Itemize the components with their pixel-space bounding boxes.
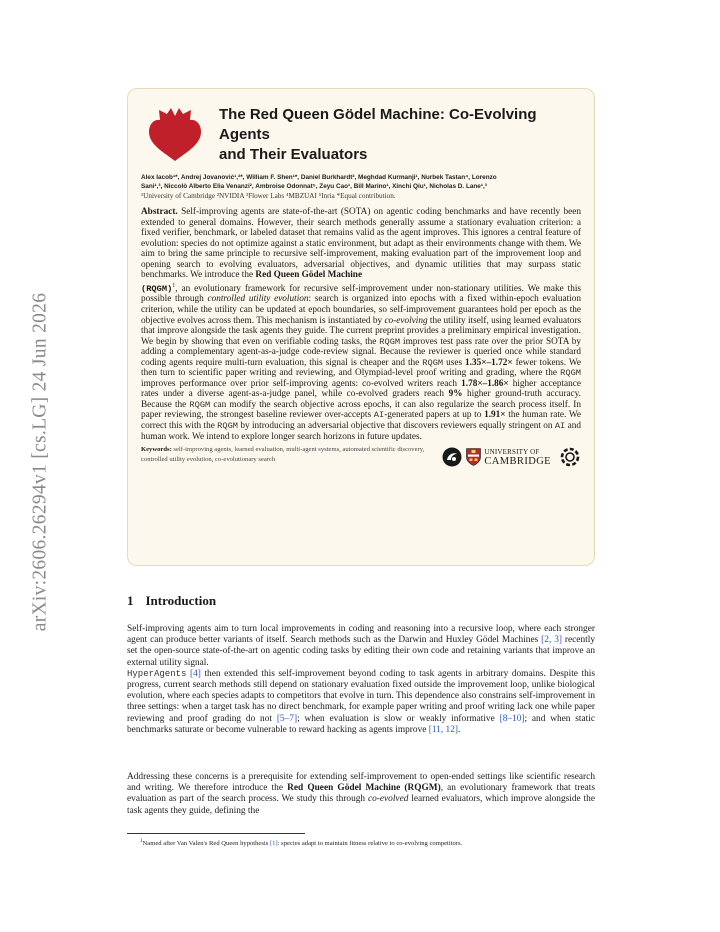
rqgm-mono: RQGM: [422, 357, 444, 368]
text-run: then extended this self-improvement beyond coding to task agents in arbitrary domains. Despite this progress, current search methods still depend on stationary evaluation fixed outside the improvement loop, unlike biological evolution, where each species adapts to competitors that evolve in turn. This dependence also constrains self-improvement in three settings: when a target task has no direct benchmark, for example paper writing and proof writing lack one while paper reviewing and proof grading do not: [127, 668, 595, 724]
abstract-part: : search is organized into epochs with a fixed within-epoch evaluation criterion, while the utility can be updated at epoch boundaries, so self-improvement guarantees hold per epoch as the objective evolves across them. This mechanism is instantiated by: [141, 294, 581, 326]
paper-title-line-2: and Their Evaluators: [219, 146, 368, 163]
cue-term: controlled utility evolution: [207, 294, 309, 305]
intro-paragraph-2: [127, 772, 595, 817]
keywords-row: [141, 445, 581, 468]
footnote-number: 1: [140, 839, 143, 844]
keywords: [141, 445, 430, 465]
abstract-part: higher ground-truth accuracy. Because the: [141, 389, 581, 410]
co-evolving-term: co-evolving: [384, 315, 428, 326]
abstract-part: higher acceptance rates under a diverse agent-as-a-judge panel, while co-evolved graders reach: [141, 378, 581, 400]
author-line-2: Sani¹,³, Niccolò Alberto Elia Venanzi², Ambroise Odonnat⁵, Zeyu Cao¹, Bill Marino¹, Xinchi Qiu¹, Nicholas D. Lane¹,³: [141, 183, 487, 191]
affiliations: ¹University of Cambridge ²NVIDIA ³Flower Labs ⁴MBZUAI ⁵Inria *Equal contribution.: [141, 192, 396, 201]
abstract-part: can modify the search objective across epochs, it can also regularize the search process itself. In paper reviewing, the strongest baseline reviewer over-accepts: [141, 399, 581, 421]
cambridge-line-2: CAMBRIDGE: [484, 455, 551, 467]
citation-link[interactable]: [11, 12]: [428, 724, 458, 735]
rqgm-bold-name: Red Queen Gödel Machine (RQGM): [287, 783, 441, 794]
abstract-part: , an evolutionary framework for recursive self-improvement under non-stationary utilities. We make this possible through: [141, 283, 581, 305]
abstract-part: the utility itself, using learned evaluators that improve alongside the task agents they guide. The current preprint provides a preliminary empirical investigation. We begin by showing that even on verifiable coding tasks, the: [141, 315, 582, 347]
citation-link[interactable]: [5–7]: [276, 713, 298, 724]
abstract-part: and human work. We intend to explore longer search horizons in future updates.: [141, 421, 581, 442]
text-run: ; and when static benchmarks saturate or become vulnerable to reward hacking as agents improve: [127, 713, 595, 735]
abstract-part: the human rate. We correct this with the: [141, 410, 581, 432]
intro-paragraph-1: [127, 624, 595, 736]
text-run: Self-improving agents aim to turn local improvements in coding and reasoning into a recursive loop, where each stronger agent can produce better variants of itself. Search methods such as the Darwin and Huxley Gödel Machines: [127, 624, 595, 646]
rqgm-name: Red Queen Gödel Machine: [255, 270, 363, 281]
citation-link[interactable]: [1]: [269, 840, 278, 848]
title-row: [141, 101, 581, 165]
rqgm-abbr: (RQGM): [141, 283, 173, 294]
footnote-mark[interactable]: 1: [172, 282, 176, 289]
abstract-part: fewer tokens. We then turn to scientific paper writing and reviewing, and Olympiad-level proof writing and grading, where the: [141, 357, 582, 379]
ai-mono: AI: [373, 410, 385, 421]
keywords-label: Keywords:: [141, 446, 172, 454]
abstract-part: -generated papers at up to: [384, 410, 485, 421]
text-run: learned evaluators, which improve alongside the task agents they guide, defining the: [127, 794, 595, 816]
paper-title: [219, 105, 581, 165]
ai-mono: AI: [554, 421, 566, 432]
section-title: Introduction: [145, 593, 217, 608]
token-savings: 1.35×–1.72×: [465, 357, 513, 368]
flower-labs-gear-icon: [559, 446, 581, 468]
hyperagents-mono: HyperAgents: [127, 668, 187, 679]
footnote-rule: [127, 833, 305, 834]
cambridge-wordmark: [484, 448, 551, 467]
co-evolved-term: co-evolved: [367, 794, 409, 805]
text-run: , an evolutionary framework that treats evaluation as part of the search process. We study this through: [127, 783, 595, 805]
arxiv-side-stamp: [20, 262, 60, 662]
citation-link[interactable]: [4]: [189, 668, 201, 679]
abstract-text: [141, 207, 581, 442]
text-run: .: [458, 724, 461, 735]
paper-title-line-1: The Red Queen Gödel Machine: Co-Evolving Agents: [219, 106, 537, 143]
text-run: ; when evaluation is slow or weakly informative: [297, 713, 500, 724]
red-queen-crown-heart-icon: [147, 107, 203, 163]
affiliation-logos: [442, 446, 581, 468]
rqgm-mono: RQGM: [217, 421, 239, 432]
footnote: [140, 837, 462, 848]
abstract-label: Abstract.: [141, 207, 178, 217]
citation-link[interactable]: [8–10]: [499, 713, 525, 724]
section-heading-introduction: [127, 593, 216, 609]
abstract-box: [127, 88, 595, 566]
abstract-part: by introducing an adversarial objective that discovers reviewers equally stringent on: [238, 421, 555, 432]
cambridge-line-1: UNIVERSITY OF: [484, 447, 540, 456]
abstract-part: Self-improving agents are state-of-the-art (SOTA) on agentic coding benchmarks and have recently been extended to general domains. However, their search methods generally assume a stationary evaluation criterion: a fixed verifier, benchmark, or labeled dataset that remains valid as the agent improves. This ignores a central feature of evolution: species do not optimize against a static environment, but adapt as their environments change with them. We aim to bring the same principle to recursive self-improvement, making evaluation part of the improvement loop and opening search to evolving evaluators, adversarial objectives, and dynamic utilities that may surpass static benchmarks. We introduce the: [141, 207, 581, 281]
arxiv-identifier: arXiv:2606.26294v1 [cs.LG] 24 Jun 2026: [29, 292, 50, 632]
grader-gain: 9%: [448, 389, 463, 400]
author-list: [141, 173, 581, 191]
abstract-part: uses: [443, 357, 466, 368]
text-run: recently set the open-source state-of-the-art on agentic coding tasks by editing their own code and retaining variants that improve an external utility signal.: [127, 635, 595, 668]
section-number: 1: [127, 593, 134, 608]
citation-link[interactable]: [2, 3]: [541, 635, 562, 646]
over-acceptance-rate: 1.91×: [484, 410, 506, 421]
rqgm-mono: RQGM: [189, 399, 211, 410]
text-run: Addressing these concerns is a prerequisite for extending self-improvement to open-ended settings like scientific research and writing. We therefore introduce the: [127, 772, 595, 794]
writer-gain: 1.78×–1.86×: [461, 378, 509, 389]
cambridge-crest-icon: [466, 448, 481, 466]
abstract-part: improves test pass rate over the prior SOTA by adding a complementary agent-as-a-judge code-review signal. Because the reviewer is queried once while standard coding agents require multi-turn evaluation, this signal is cheaper and the: [141, 336, 581, 368]
rqgm-mono: RQGM: [379, 336, 401, 347]
text-run: Named after Van Valen's Red Queen hypothesis: [142, 840, 270, 848]
keywords-text: self-improving agents, learned evaluation, multi-agent systems, automated scientific discovery, controlled utility evolution, co-evolutionary search: [141, 446, 425, 464]
nvidia-style-circle-logo-icon: [442, 447, 462, 467]
text-run: : species adapt to maintain fitness relative to co-evolving competitors.: [277, 840, 463, 848]
abstract-part: improves performance over prior self-improving agents: co-evolved writers reach: [141, 378, 462, 389]
author-line-1: Alex Iacob¹*, Andrej Jovanović¹,²*, William F. Shen¹*, Daniel Burkhardt², Meghdad Kurmanji¹, Nurbek Tastan⁴, Lorenzo: [141, 174, 497, 181]
rqgm-mono: RQGM: [560, 368, 581, 379]
